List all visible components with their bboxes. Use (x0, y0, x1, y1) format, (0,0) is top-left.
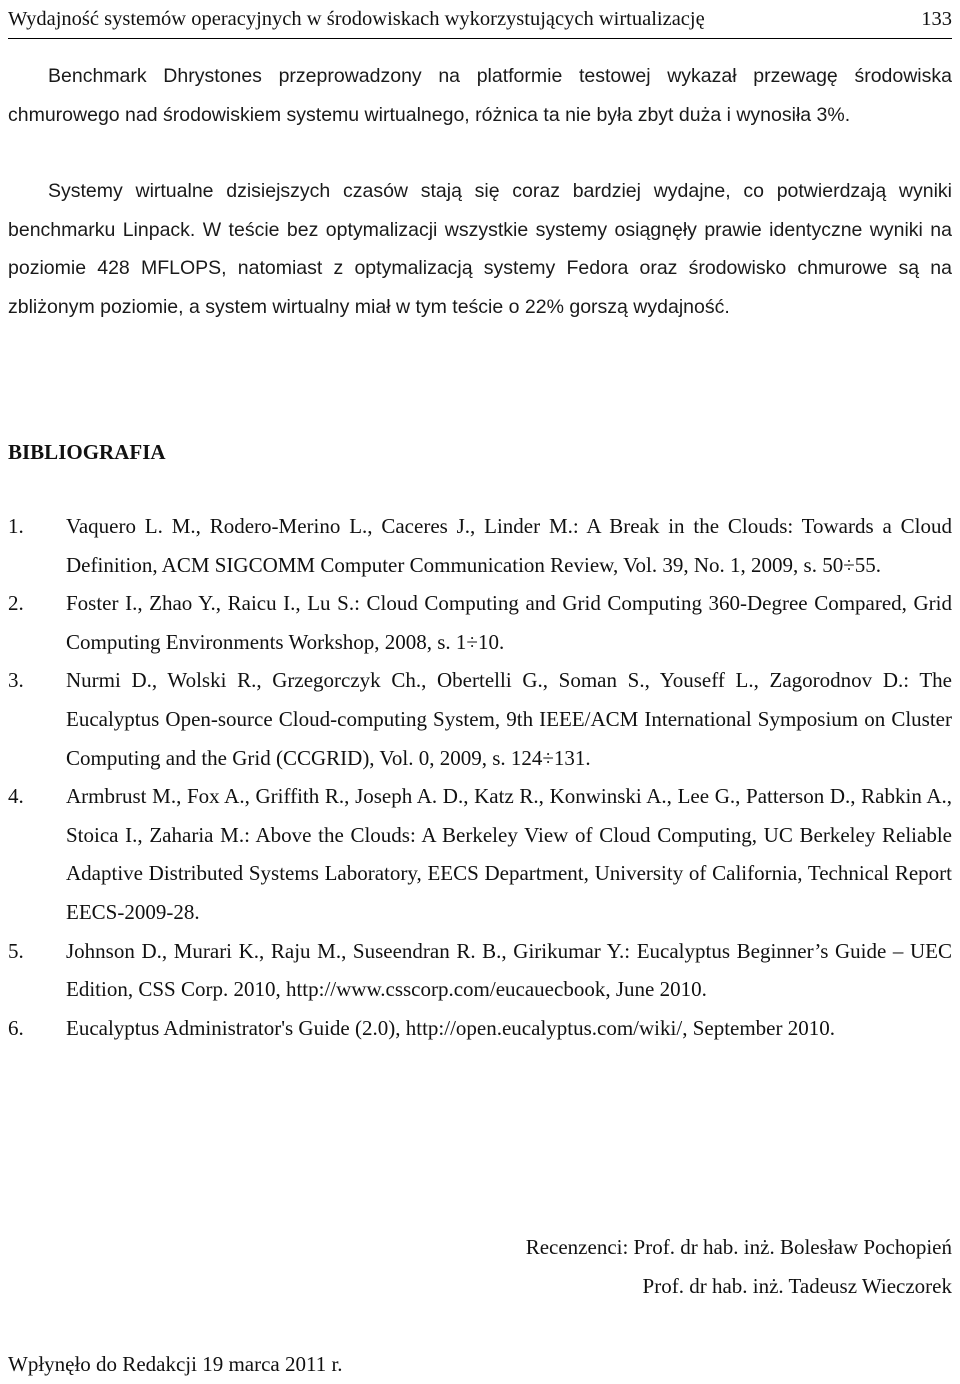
body-paragraph-1: Benchmark Dhrystones przeprowadzony na platformie testowej wykazał przewagę środowiska chmurowego nad środowiskiem systemu wirtualnego, różnica ta nie była zbyt duża i wynosiła 3%. (8, 65, 952, 126)
bibliography-item-text: Johnson D., Murari K., Raju M., Suseendran R. B., Girikumar Y.: Eucalyptus Beginner’s Guide – UEC Edition, CSS Corp. 2010, http://www.csscorp.com/eucauecbook, June 2010. (66, 938, 952, 1002)
reviewer-line-2: Prof. dr hab. inż. Tadeusz Wieczorek (642, 1273, 952, 1298)
bibliography-item-text: Vaquero L. M., Rodero-Merino L., Caceres J., Linder M.: A Break in the Clouds: Towards a Cloud Definition, ACM SIGCOMM Computer Communication Review, Vol. 39, No. 1, 2009, s. 50÷55. (66, 514, 952, 577)
reviewers-block (526, 1228, 952, 1305)
running-title: Wydajność systemów operacyjnych w środowiskach wykorzystujących wirtualizację (8, 8, 705, 30)
bibliography-item (8, 1009, 952, 1048)
bibliography-item (8, 584, 952, 661)
bibliography-item-number: 3. (8, 668, 24, 693)
body-paragraph-2: Systemy wirtualne dzisiejszych czasów stają się coraz bardziej wydajne, co potwierdzają wyniki benchmarku Linpack. W teście bez optymalizacji wszystkie systemy osiągnęły prawie identyczne wyniki na poziomie 428 MFLOPS, natomiast z optymalizacją systemy Fedora oraz środowisko chmurowe są na zbliżonym poziomie, a system wirtualny miał w tym teście o 22% gorszą wydajność. (8, 180, 952, 318)
bibliography-item-number: 1. (8, 514, 24, 538)
bibliography-item (8, 932, 952, 1009)
bibliography-item (8, 661, 952, 777)
page-header (8, 2, 952, 39)
bibliography-heading: BIBLIOGRAFIA (8, 440, 166, 464)
bibliography-item-number: 2. (8, 591, 24, 616)
bibliography-item-text: Armbrust M., Fox A., Griffith R., Joseph A. D., Katz R., Konwinski A., Lee G., Patterson D., Rabkin A., Stoica I., Zaharia M.: Above the Clouds: A Berkeley View of Cloud Computing, UC Berkeley Reliable Adaptive Distributed Systems Laboratory, EECS Department, University of California, Technical Report EECS-2009-28. (66, 784, 952, 924)
page-number: 133 (921, 8, 952, 30)
reviewer-line-1: Recenzenci: Prof. dr hab. inż. Bolesław Pochopień (525, 1235, 952, 1259)
bibliography-list (8, 507, 952, 1047)
bibliography-item (8, 507, 952, 584)
bibliography-item-text: Eucalyptus Administrator's Guide (2.0), http://open.eucalyptus.com/wiki/, September 2010. (66, 1015, 835, 1040)
bibliography-item-number: 4. (8, 784, 24, 809)
bibliography-item-number: 5. (8, 938, 24, 963)
bibliography-item (8, 777, 952, 931)
bibliography-item-text: Foster I., Zhao Y., Raicu I., Lu S.: Cloud Computing and Grid Computing 360-Degree Compared, Grid Computing Environments Workshop, 2008, s. 1÷10. (66, 591, 952, 654)
received-date: Wpłynęło do Redakcji 19 marca 2011 r. (8, 1352, 343, 1376)
bibliography-item-text: Nurmi D., Wolski R., Grzegorczyk Ch., Obertelli G., Soman S., Youseff L., Zagorodnov D.: The Eucalyptus Open-source Cloud-computing System, 9th IEEE/ACM International Symposium on Cluster Computing and the Grid (CCGRID), Vol. 0, 2009, s. 124÷131. (66, 668, 952, 770)
bibliography-item-number: 6. (8, 1015, 24, 1040)
